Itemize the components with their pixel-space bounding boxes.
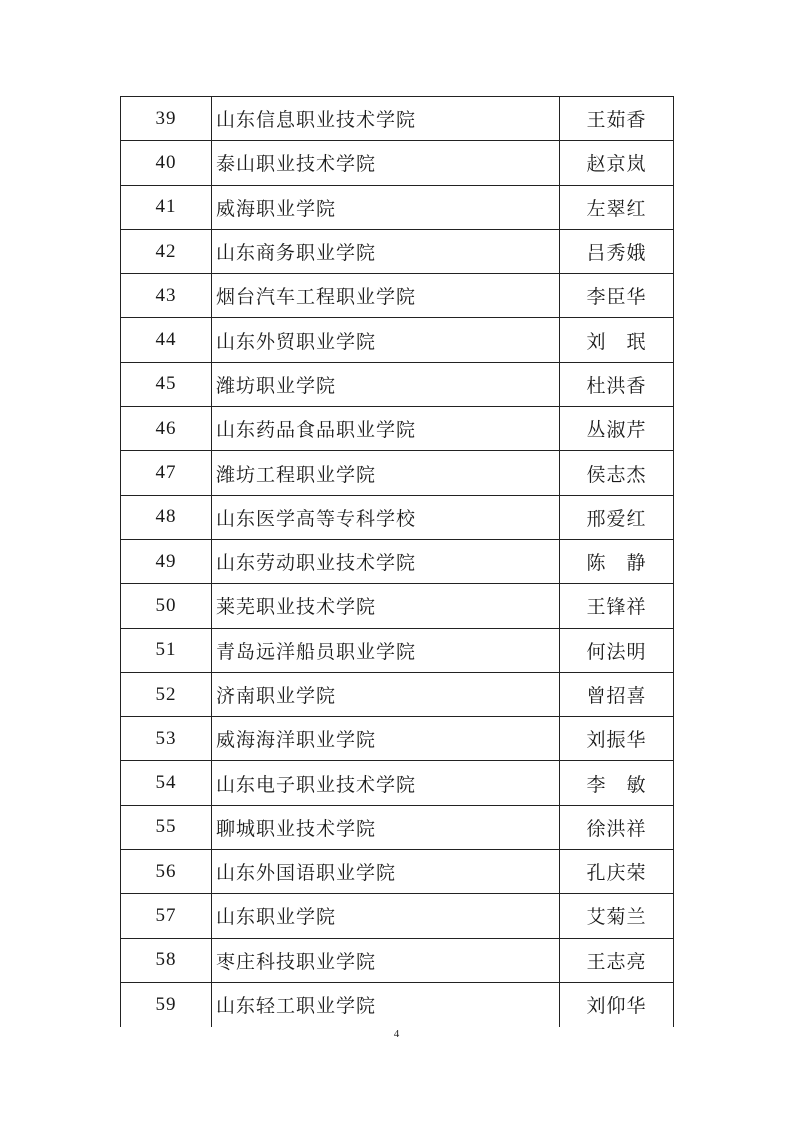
school-name-cell: 莱芜职业技术学院: [212, 584, 560, 628]
contact-name-cell: 杜洪香: [560, 362, 674, 406]
school-name-cell: 济南职业学院: [212, 672, 560, 716]
table-row: [121, 761, 674, 805]
table-row: [121, 894, 674, 938]
school-name-cell: 山东药品食品职业学院: [212, 407, 560, 451]
table-row: [121, 495, 674, 539]
school-name-cell: 山东外国语职业学院: [212, 850, 560, 894]
school-name-cell: 山东轻工职业学院: [212, 982, 560, 1026]
row-number-cell: 46: [121, 407, 212, 451]
row-number-cell: 42: [121, 229, 212, 273]
row-number-cell: 57: [121, 894, 212, 938]
row-number-cell: 50: [121, 584, 212, 628]
page-number: 4: [393, 1028, 400, 1040]
table-row: [121, 451, 674, 495]
school-name-cell: 山东职业学院: [212, 894, 560, 938]
table-row: [121, 407, 674, 451]
row-number-cell: 51: [121, 628, 212, 672]
contact-name-cell: 刘仰华: [560, 982, 674, 1026]
school-name-cell: 青岛远洋船员职业学院: [212, 628, 560, 672]
table-row: [121, 274, 674, 318]
table-row: [121, 672, 674, 716]
table-row: [121, 362, 674, 406]
school-name-cell: 烟台汽车工程职业学院: [212, 274, 560, 318]
row-number-cell: 59: [121, 982, 212, 1026]
school-name-cell: 聊城职业技术学院: [212, 805, 560, 849]
row-number-cell: 41: [121, 185, 212, 229]
table-row: [121, 805, 674, 849]
contact-name-cell: 艾菊兰: [560, 894, 674, 938]
table-row: [121, 982, 674, 1026]
school-name-cell: 山东外贸职业学院: [212, 318, 560, 362]
row-number-cell: 39: [121, 97, 212, 141]
roster-table: [120, 96, 674, 1027]
school-name-cell: 山东信息职业技术学院: [212, 97, 560, 141]
contact-name-cell: 王锋祥: [560, 584, 674, 628]
table-row: [121, 141, 674, 185]
school-name-cell: 山东劳动职业技术学院: [212, 539, 560, 583]
row-number-cell: 43: [121, 274, 212, 318]
school-name-cell: 山东医学高等专科学校: [212, 495, 560, 539]
row-number-cell: 47: [121, 451, 212, 495]
school-name-cell: 威海海洋职业学院: [212, 717, 560, 761]
contact-name-cell: 丛淑芹: [560, 407, 674, 451]
row-number-cell: 45: [121, 362, 212, 406]
row-number-cell: 52: [121, 672, 212, 716]
table-row: [121, 318, 674, 362]
row-number-cell: 49: [121, 539, 212, 583]
table-row: [121, 539, 674, 583]
row-number-cell: 53: [121, 717, 212, 761]
row-number-cell: 58: [121, 938, 212, 982]
table-row: [121, 850, 674, 894]
row-number-cell: 54: [121, 761, 212, 805]
row-number-cell: 55: [121, 805, 212, 849]
roster-table-body: [121, 97, 674, 1027]
school-name-cell: 枣庄科技职业学院: [212, 938, 560, 982]
contact-name-cell: 刘振华: [560, 717, 674, 761]
contact-name-cell: 李 敏: [560, 761, 674, 805]
table-row: [121, 938, 674, 982]
contact-name-cell: 侯志杰: [560, 451, 674, 495]
school-name-cell: 潍坊职业学院: [212, 362, 560, 406]
contact-name-cell: 王茹香: [560, 97, 674, 141]
contact-name-cell: 左翠红: [560, 185, 674, 229]
table-row: [121, 628, 674, 672]
school-name-cell: 威海职业学院: [212, 185, 560, 229]
contact-name-cell: 赵京岚: [560, 141, 674, 185]
school-name-cell: 山东商务职业学院: [212, 229, 560, 273]
table-row: [121, 229, 674, 273]
row-number-cell: 40: [121, 141, 212, 185]
table-row: [121, 584, 674, 628]
table-row: [121, 97, 674, 141]
school-name-cell: 山东电子职业技术学院: [212, 761, 560, 805]
contact-name-cell: 陈 静: [560, 539, 674, 583]
row-number-cell: 56: [121, 850, 212, 894]
table-row: [121, 717, 674, 761]
contact-name-cell: 吕秀娥: [560, 229, 674, 273]
contact-name-cell: 孔庆荣: [560, 850, 674, 894]
school-name-cell: 潍坊工程职业学院: [212, 451, 560, 495]
contact-name-cell: 曾招喜: [560, 672, 674, 716]
contact-name-cell: 何法明: [560, 628, 674, 672]
contact-name-cell: 邢爱红: [560, 495, 674, 539]
row-number-cell: 44: [121, 318, 212, 362]
contact-name-cell: 王志亮: [560, 938, 674, 982]
table-row: [121, 185, 674, 229]
row-number-cell: 48: [121, 495, 212, 539]
contact-name-cell: 李臣华: [560, 274, 674, 318]
school-name-cell: 泰山职业技术学院: [212, 141, 560, 185]
contact-name-cell: 刘 珉: [560, 318, 674, 362]
contact-name-cell: 徐洪祥: [560, 805, 674, 849]
